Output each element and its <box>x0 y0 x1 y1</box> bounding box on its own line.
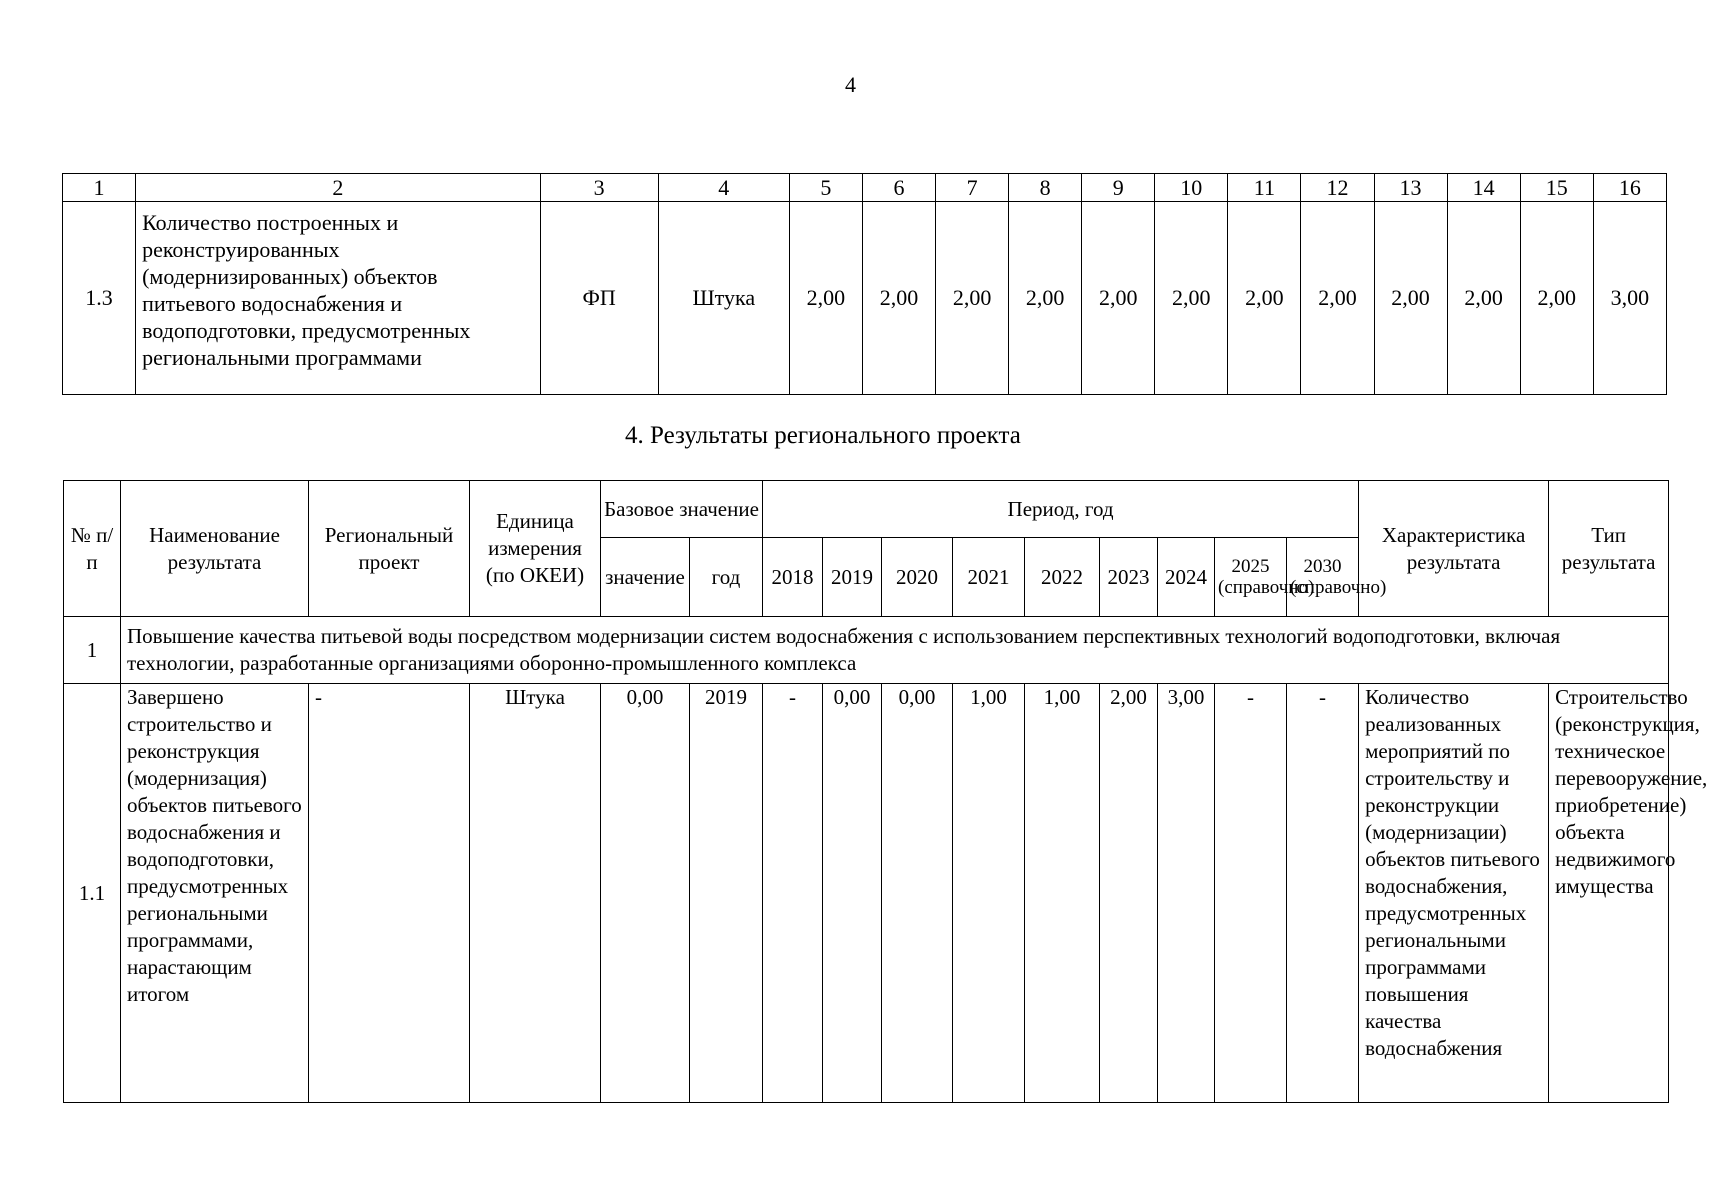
goal-row <box>64 617 1669 684</box>
table-row <box>64 684 1669 1103</box>
column-number: 2 <box>136 174 541 202</box>
column-number: 1 <box>63 174 136 202</box>
result-2030-value: - <box>1287 684 1359 1103</box>
indicator-value: 3,00 <box>1593 202 1666 395</box>
results-table <box>63 480 1708 1103</box>
result-year-value: 2,00 <box>1100 684 1158 1103</box>
indicator-value: 2,00 <box>1520 202 1593 395</box>
goal-number: 1 <box>64 617 121 684</box>
result-base-year: 2019 <box>690 684 763 1103</box>
header-characteristic: Характеристика результата <box>1359 481 1549 617</box>
column-number: 10 <box>1155 174 1228 202</box>
column-number-row <box>63 174 1667 202</box>
header-year: 2022 <box>1025 538 1100 617</box>
goal-text: Повышение качества питьевой воды посредством модернизации систем водоснабжения с использованием перспективных технологий водоподготовки, включая технологии, разработанные организациями оборонно-промышленного комплекса <box>121 617 1669 684</box>
result-unit: Штука <box>470 684 601 1103</box>
result-year-value: 0,00 <box>882 684 953 1103</box>
result-type: Строительство (реконструкция, техническое перевооружение, приобретение) объекта недвижимого имущества <box>1549 684 1669 1103</box>
result-characteristic: Количество реализованных мероприятий по строительству и реконструкции (модернизации) объектов питьевого водоснабжения, предусмотренных региональными программами повышения качества водоснабжения <box>1359 684 1549 1103</box>
result-base-value: 0,00 <box>601 684 690 1103</box>
indicator-value: 2,00 <box>1155 202 1228 395</box>
column-number: 6 <box>862 174 935 202</box>
column-number: 5 <box>789 174 862 202</box>
row-number: 1.3 <box>63 202 136 395</box>
result-year-value: 3,00 <box>1158 684 1215 1103</box>
indicator-value: 2,00 <box>1228 202 1301 395</box>
column-number: 15 <box>1520 174 1593 202</box>
header-year: 2023 <box>1100 538 1158 617</box>
column-number: 3 <box>540 174 658 202</box>
indicator-type: ФП <box>540 202 658 395</box>
header-period: Период, год <box>763 481 1359 538</box>
header-unit: Единица измерения (по ОКЕИ) <box>470 481 601 617</box>
header-year-2030: 2030 (справочно) <box>1287 538 1359 617</box>
column-number: 4 <box>658 174 789 202</box>
result-name: Завершено строительство и реконструкция (модернизация) объектов питьевого водоснабжения и водоподготовки, предусмотренных региональными программами, нарастающим итогом <box>121 684 309 1103</box>
column-number: 8 <box>1009 174 1082 202</box>
header-year: 2019 <box>823 538 882 617</box>
indicator-value: 2,00 <box>789 202 862 395</box>
header-base-value: значение <box>601 538 690 617</box>
header-result-type: Тип результата <box>1549 481 1669 617</box>
row-number: 1.1 <box>64 684 121 1103</box>
indicators-table-continuation <box>62 173 1667 395</box>
header-row-top <box>64 481 1669 538</box>
column-number: 9 <box>1082 174 1155 202</box>
header-base: Базовое значение <box>601 481 763 538</box>
result-year-value: 1,00 <box>953 684 1025 1103</box>
indicator-value: 2,00 <box>1009 202 1082 395</box>
indicator-name: Количество построенных и реконструированных (модернизированных) объектов питьевого водоснабжения и водоподготовки, предусмотренных региональными программами <box>136 202 541 395</box>
indicator-value: 2,00 <box>862 202 935 395</box>
result-project: - <box>309 684 470 1103</box>
header-year: 2018 <box>763 538 823 617</box>
header-year-2025: 2025 (справочно) <box>1215 538 1287 617</box>
header-project: Региональный проект <box>309 481 470 617</box>
column-number: 7 <box>936 174 1009 202</box>
header-year: 2024 <box>1158 538 1215 617</box>
page-number: 4 <box>845 72 856 97</box>
result-year-value: - <box>763 684 823 1103</box>
indicator-value: 2,00 <box>1082 202 1155 395</box>
header-name: Наименование результата <box>121 481 309 617</box>
column-number: 16 <box>1593 174 1666 202</box>
section-title: 4. Результаты регионального проекта <box>625 422 1021 449</box>
column-number: 13 <box>1374 174 1447 202</box>
result-2025-value: - <box>1215 684 1287 1103</box>
header-num: № п/п <box>64 481 121 617</box>
header-base-year: год <box>690 538 763 617</box>
table-row <box>63 202 1667 395</box>
header-year: 2020 <box>882 538 953 617</box>
result-year-value: 1,00 <box>1025 684 1100 1103</box>
indicator-value: 2,00 <box>1301 202 1374 395</box>
column-number: 14 <box>1447 174 1520 202</box>
indicator-unit: Штука <box>658 202 789 395</box>
indicator-value: 2,00 <box>1374 202 1447 395</box>
column-number: 12 <box>1301 174 1374 202</box>
indicator-value: 2,00 <box>936 202 1009 395</box>
header-year: 2021 <box>953 538 1025 617</box>
result-year-value: 0,00 <box>823 684 882 1103</box>
column-number: 11 <box>1228 174 1301 202</box>
indicator-value: 2,00 <box>1447 202 1520 395</box>
